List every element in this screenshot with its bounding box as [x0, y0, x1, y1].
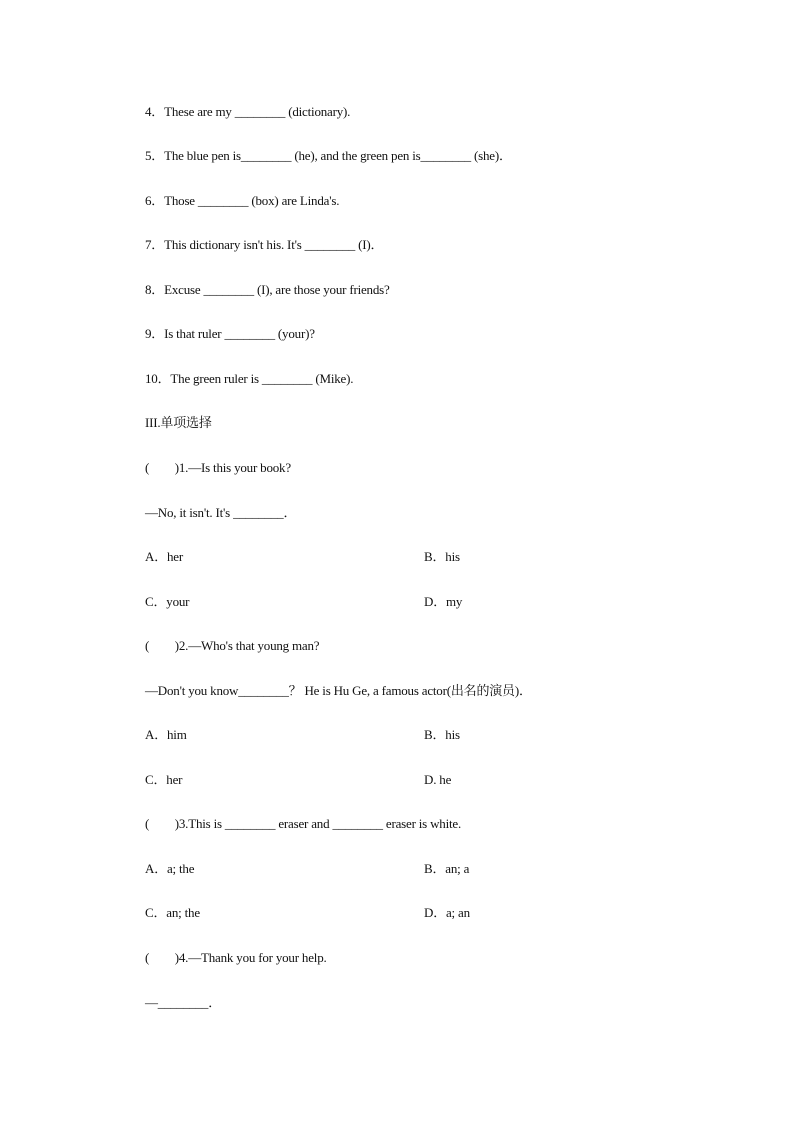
question-1-reply: —No, it isn't. It's ________． [145, 505, 297, 520]
section-title: III.单项选择 [145, 415, 212, 430]
question-3-option-b: B．an; a [424, 861, 470, 876]
fill-in-item-6: 6．Those ________ (box) are Linda's. [145, 193, 340, 208]
question-2-option-c: C．her [145, 772, 183, 787]
question-2-option-d: D. he [424, 772, 452, 787]
question-3-option-d: D．a; an [424, 905, 470, 920]
question-1-option-a: A．her [145, 549, 183, 564]
fill-in-item-9: 9．Is that ruler ________ (your)? [145, 326, 315, 341]
fill-in-item-5: 5．The blue pen is________ (he), and the green pen is________ (she)． [145, 148, 512, 163]
question-3-stem: ( )3.This is ________ eraser and ________ eraser is white. [145, 816, 462, 831]
question-2-stem: ( )2.—Who's that young man? [145, 638, 320, 653]
question-1-stem: ( )1.—Is this your book? [145, 460, 291, 475]
question-1-option-d: D．my [424, 594, 463, 609]
fill-in-item-4: 4．These are my ________ (dictionary). [145, 104, 351, 119]
question-2-option-b: B．his [424, 727, 460, 742]
question-1-option-c: C．your [145, 594, 190, 609]
fill-in-item-7: 7．This dictionary isn't his. It's ________ (I)． [145, 237, 384, 252]
question-2-option-a: A．him [145, 727, 187, 742]
fill-in-item-8: 8．Excuse ________ (I), are those your friends? [145, 282, 390, 297]
question-2-reply: —Don't you know________？ He is Hu Ge, a famous actor(出名的演员)． [145, 683, 532, 698]
question-4-reply: —________． [145, 995, 222, 1010]
question-1-option-b: B．his [424, 549, 460, 564]
question-3-option-c: C．an; the [145, 905, 200, 920]
question-4-stem: ( )4.—Thank you for your help. [145, 950, 327, 965]
question-3-option-a: A．a; the [145, 861, 195, 876]
fill-in-item-10: 10．The green ruler is ________ (Mike). [145, 371, 354, 386]
